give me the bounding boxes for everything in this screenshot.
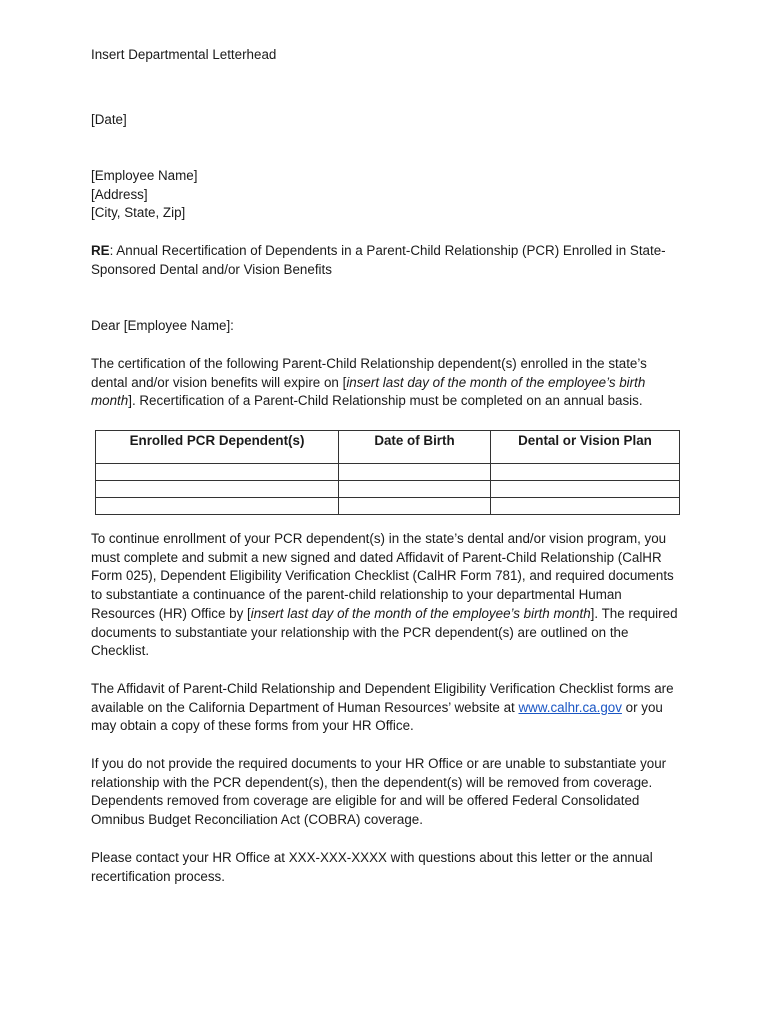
table-row (96, 498, 680, 515)
re-text: : Annual Recertification of Dependents in a Parent-Child Relationship (PCR) Enrolled in State-Sponsored Dental and/or Vision Benefits (91, 243, 666, 277)
para1-text-before: The certification of the following Parent-Child Relationship dependent(s) enrolled in the state’s dental and/or vision benefits will expire on [ (91, 356, 647, 390)
header-date-of-birth: Date of Birth (339, 431, 491, 464)
table-cell (96, 464, 339, 481)
paragraph-continue-enrollment (91, 530, 681, 661)
para3-text-after: or you may obtain a copy of these forms from your HR Office. (91, 699, 663, 734)
table-cell (339, 481, 491, 498)
para2-text-before: To continue enrollment of your PCR dependent(s) in the state’s dental and/or vision program, you must complete and submit a new signed and dated Affidavit of Parent-Child Relationship (CalHR Form 025), Dependent Eligibility Verification Checklist (CalHR Form 781), and required documents to substantiate a continuance of the parent-child relationship to your departmental Human Resources (HR) Office by [ (91, 531, 674, 621)
table-cell (96, 498, 339, 515)
paragraph-contact: Please contact your HR Office at XXX-XXX-XXXX with questions about this letter or the annual recertification process. (91, 850, 653, 884)
pcr-dependents-table (95, 430, 680, 515)
letterhead-placeholder: Insert Departmental Letterhead (91, 47, 277, 62)
subject-line (91, 242, 681, 279)
table-cell (339, 498, 491, 515)
table-cell (491, 481, 680, 498)
paragraph-forms-availability (91, 680, 681, 736)
paragraph-expiration (91, 355, 681, 411)
table-cell (491, 464, 680, 481)
table-cell (96, 481, 339, 498)
para1-italic-date: insert last day of the month of the employee’s birth month (91, 374, 646, 409)
salutation: Dear [Employee Name]: (91, 318, 234, 333)
employee-name-line: [Employee Name] (91, 168, 198, 183)
header-dental-vision-plan: Dental or Vision Plan (491, 431, 680, 464)
table-row (96, 464, 680, 481)
calhr-website-link[interactable]: www.calhr.ca.gov (518, 699, 622, 715)
re-label: RE (91, 243, 110, 258)
table-cell (491, 498, 680, 515)
para3-text-before: The Affidavit of Parent-Child Relationship and Dependent Eligibility Verification Checklist forms are available on the California Department of Human Resources’ website at (91, 681, 674, 715)
para1-text-after: ]. Recertification of a Parent-Child Relationship must be completed on an annual basis. (128, 393, 643, 409)
table-row (96, 481, 680, 498)
header-enrolled-dependents: Enrolled PCR Dependent(s) (96, 431, 339, 464)
address-line: [Address] (91, 186, 148, 202)
table-header-row (96, 431, 680, 464)
date-placeholder: [Date] (91, 112, 127, 127)
city-state-zip-line: [City, State, Zip] (91, 205, 186, 221)
address-block (91, 167, 681, 223)
para2-italic-date: insert last day of the month of the employee’s birth month (250, 605, 591, 621)
table-cell (339, 464, 491, 481)
paragraph-removal-notice: If you do not provide the required documents to your HR Office or are unable to substantiate your relationship with the PCR dependent(s), then the dependent(s) will be removed from coverage. Dependents removed from coverage are eligible for and will be offered Federal Consolidated Omnibus Budget Reconciliation Act (COBRA) coverage. (91, 756, 667, 828)
para2-text-after: ]. The required documents to substantiate your relationship with the PCR dependent(s) are outlined on the Checklist. (91, 605, 678, 659)
